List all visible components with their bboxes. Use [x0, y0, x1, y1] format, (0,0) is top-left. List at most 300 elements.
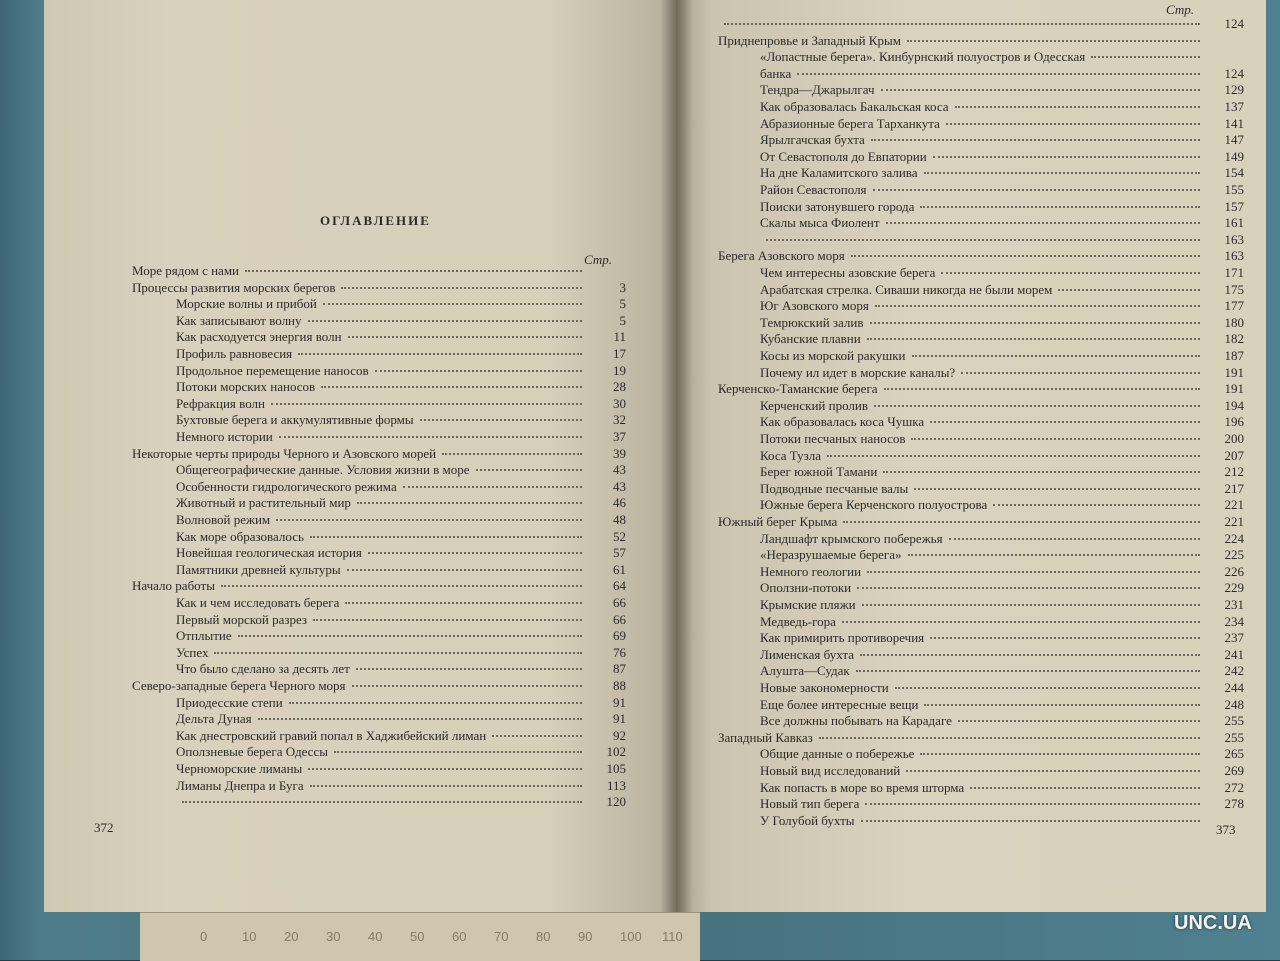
toc-entry-title: Новейшая геологическая история — [176, 545, 362, 561]
toc-subsection-entry — [176, 744, 626, 760]
toc-entry-title: Берег южной Тамани — [760, 464, 878, 480]
toc-subsection-entry — [760, 614, 1244, 630]
toc-leader-dots — [881, 89, 1200, 91]
toc-entry-title: Общегеографические данные. Условия жизни в море — [176, 462, 470, 478]
toc-subsection-entry — [176, 645, 626, 661]
toc-subsection-entry — [176, 429, 626, 445]
toc-entry-title: Ярылгачская бухта — [760, 132, 865, 148]
toc-leader-dots — [766, 239, 1200, 241]
toc-leader-dots — [843, 521, 1200, 523]
ruler-tick-label: 60 — [452, 929, 467, 944]
toc-page-number: 241 — [1224, 646, 1244, 662]
toc-entry-title: Как примирить противоречия — [760, 630, 925, 646]
ruler — [140, 912, 700, 961]
toc-page-number: 147 — [1224, 132, 1244, 148]
toc-page-number: 175 — [1224, 281, 1244, 297]
toc-leader-dots — [930, 637, 1200, 639]
toc-subsection-entry — [760, 298, 1244, 314]
toc-page-number: 224 — [1224, 530, 1244, 546]
toc-leader-dots — [860, 654, 1200, 656]
toc-entry-title: Кубанские плавни — [760, 331, 861, 347]
toc-page-number: 32 — [613, 412, 626, 428]
toc-subsection-entry — [760, 647, 1244, 663]
toc-subsection-entry — [760, 365, 1244, 381]
toc-entry-title: Новый тип берега — [760, 796, 860, 812]
ruler-tick-label: 110 — [662, 929, 683, 944]
toc-leader-dots — [924, 172, 1200, 174]
toc-page-number: 244 — [1224, 680, 1244, 695]
toc-page-number: 88 — [613, 678, 626, 693]
toc-page-number: 141 — [1224, 115, 1244, 131]
toc-leader-dots — [827, 455, 1200, 457]
toc-leader-dots — [442, 453, 582, 455]
toc-leader-dots — [949, 538, 1200, 540]
toc-subsection-entry — [176, 412, 626, 428]
toc-section-entry — [132, 678, 626, 694]
toc-leader-dots — [851, 255, 1200, 257]
toc-entry-title: Профиль равновесия — [176, 346, 293, 361]
toc-entry-title: Рефракция волн — [176, 395, 265, 411]
toc-page-number: 124 — [1224, 16, 1244, 31]
toc-leader-dots — [933, 156, 1200, 158]
toc-leader-dots — [908, 554, 1200, 556]
toc-subsection-entry — [176, 379, 626, 395]
toc-entry-title: Поиски затонувшего города — [760, 198, 915, 214]
toc-page-number: 137 — [1224, 99, 1244, 114]
toc-page-number: 157 — [1224, 198, 1244, 214]
toc-entry-title: Некоторые черты природы Черного и Азовского морей — [132, 445, 437, 461]
toc-leader-dots — [924, 704, 1200, 706]
toc-leader-dots — [914, 488, 1200, 490]
toc-page-number: 161 — [1224, 215, 1244, 231]
toc-page-number: 91 — [613, 694, 626, 710]
toc-entry-title: Как расходуется энергия волн — [176, 329, 342, 345]
toc-page-number: 278 — [1224, 796, 1244, 812]
toc-leader-dots — [1058, 289, 1200, 291]
toc-subsection-entry — [176, 728, 626, 744]
toc-entry-title: Море рядом с нами — [132, 263, 240, 278]
toc-entry-title: Керченско-Таманские берега — [718, 381, 878, 397]
toc-subsection-entry — [760, 116, 1244, 132]
toc-leader-dots — [911, 438, 1200, 440]
toc-page-number: 234 — [1224, 613, 1244, 629]
toc-entry-title: Западный Кавказ — [718, 729, 813, 745]
toc-subsection-entry — [176, 313, 626, 329]
toc-subsection-entry — [760, 182, 1244, 198]
toc-subsection-entry — [760, 531, 1244, 547]
toc-page-number: 229 — [1224, 580, 1244, 596]
toc-page-number: 5 — [619, 312, 626, 328]
toc-page-number: 272 — [1224, 779, 1244, 795]
toc-entry-title: Успех — [176, 644, 209, 660]
toc-section-entry — [132, 578, 626, 594]
toc-subsection-entry — [176, 495, 626, 511]
page-column-header: Стр. — [584, 252, 612, 267]
toc-page-number: 87 — [613, 661, 626, 677]
toc-page-number: 102 — [606, 744, 626, 760]
toc-leader-dots — [238, 635, 582, 637]
toc-leader-dots — [345, 602, 582, 604]
toc-subsection-entry — [760, 697, 1244, 713]
toc-entry-title: Лименская бухта — [760, 646, 855, 662]
toc-page-number: 265 — [1224, 746, 1244, 762]
toc-subsection-entry — [176, 612, 626, 628]
toc-entry-title: банка — [760, 65, 792, 81]
toc-page-number: 91 — [613, 711, 626, 727]
toc-leader-dots — [334, 751, 582, 753]
toc-subsection-entry — [760, 315, 1244, 331]
toc-leader-dots — [906, 770, 1200, 772]
ruler-tick-label: 30 — [326, 929, 341, 944]
toc-page-number: 191 — [1224, 364, 1244, 380]
toc-entry-title: Потоки морских наносов — [176, 379, 316, 395]
toc-entry-title: Район Севастополя — [760, 182, 867, 197]
toc-entry-title: Отплытие — [176, 628, 232, 644]
toc-leader-dots — [862, 604, 1200, 606]
toc-subsection-entry — [176, 296, 626, 312]
toc-leader-dots — [221, 585, 582, 587]
toc-leader-dots — [842, 621, 1200, 623]
toc-entry-title: Памятники древней культуры — [176, 561, 341, 577]
toc-entry-title: Волновой режим — [176, 512, 271, 527]
toc-page-number: 19 — [613, 362, 626, 378]
toc-subsection-entry — [760, 564, 1244, 580]
toc-page-number: 129 — [1224, 82, 1244, 98]
toc-entry-title: Общие данные о побережье — [760, 746, 915, 762]
toc-leader-dots — [420, 419, 582, 421]
ruler-tick-label: 70 — [494, 929, 509, 944]
toc-page-number: 187 — [1224, 348, 1244, 363]
toc-leader-dots — [347, 569, 582, 571]
toc-page-number: 3 — [619, 279, 626, 295]
ruler-tick-label: 100 — [620, 929, 642, 944]
ruler-tick-label: 20 — [284, 929, 299, 944]
toc-page-number: 182 — [1224, 331, 1244, 347]
page-folio: 373 — [1216, 822, 1236, 837]
toc-subsection-entry — [760, 82, 1244, 98]
toc-page-number: 66 — [613, 611, 626, 627]
toc-page-number: 177 — [1224, 298, 1244, 314]
toc-leader-dots — [867, 571, 1200, 573]
toc-entry-title: Медведь-гора — [760, 613, 836, 629]
toc-entry-title: Дельта Дуная — [176, 711, 252, 727]
toc-leader-dots — [321, 386, 582, 388]
toc-subsection-entry — [176, 628, 626, 644]
toc-leader-dots — [875, 305, 1200, 307]
toc-leader-dots — [724, 23, 1200, 25]
toc-entry-title: Немного геологии — [760, 563, 862, 579]
toc-subsection-entry — [176, 346, 626, 362]
toc-leader-dots — [993, 504, 1200, 506]
page-column-header: Стр. — [1166, 2, 1194, 17]
toc-page-number: 105 — [606, 761, 626, 776]
toc-subsection-entry — [176, 512, 626, 528]
toc-page-number: 43 — [613, 462, 626, 478]
toc-entry-title: Керченский пролив — [760, 397, 869, 413]
toc-subsection-entry — [760, 796, 1244, 812]
toc-page-number: 242 — [1224, 663, 1244, 679]
toc-page-number: 221 — [1224, 514, 1244, 529]
toc-leader-dots — [961, 372, 1200, 374]
toc-subsection-entry — [760, 547, 1244, 563]
toc-leader-dots — [884, 388, 1200, 390]
toc-leader-dots — [476, 469, 582, 471]
toc-entry-title: Арабатская стрелка. Сиваши никогда не были морем — [760, 281, 1053, 297]
toc-leader-dots — [797, 73, 1200, 75]
toc-entry-title: Животный и растительный мир — [176, 495, 351, 511]
toc-entry-title: Черноморские лиманы — [176, 761, 303, 776]
toc-entry-title: Чем интересны азовские берега — [760, 265, 936, 280]
toc-page-number: 17 — [613, 346, 626, 361]
toc-leader-dots — [403, 486, 582, 488]
toc-leader-dots — [870, 322, 1201, 324]
toc-subsection-entry — [176, 396, 626, 412]
toc-page-number: 269 — [1224, 763, 1244, 778]
toc-section-entry — [718, 248, 1244, 264]
toc-page-number: 11 — [613, 329, 626, 345]
toc-entry-title: Лиманы Днепра и Буга — [176, 777, 304, 793]
toc-entry-title: Бухтовые берега и аккумулятивные формы — [176, 412, 414, 428]
page-folio: 372 — [94, 820, 114, 835]
toc-leader-dots — [323, 303, 582, 305]
toc-leader-dots — [357, 502, 582, 504]
toc-subsection-entry — [176, 595, 626, 611]
toc-leader-dots — [871, 139, 1200, 141]
toc-entry-title: Как записывают волну — [176, 312, 302, 328]
toc-leader-dots — [348, 336, 582, 338]
toc-leader-dots — [352, 685, 582, 687]
toc-entry-title: Приднепровье и Западный Крым — [718, 32, 901, 48]
toc-page-number: 69 — [613, 628, 626, 644]
toc-leader-dots — [856, 670, 1200, 672]
toc-page-number: 30 — [613, 395, 626, 411]
toc-entry-title: Как образовалась Бакальская коса — [760, 99, 949, 114]
toc-subsection-entry — [176, 661, 626, 677]
toc-entry-title: Как и чем исследовать берега — [176, 595, 340, 610]
toc-subsection-entry — [760, 49, 1244, 65]
toc-page-number: 207 — [1224, 447, 1244, 463]
toc-page-number: 163 — [1224, 231, 1244, 247]
toc-entry-title: Скалы мыса Фиолент — [760, 215, 880, 231]
toc-leader-dots — [886, 222, 1200, 224]
toc-subsection-entry — [760, 348, 1244, 364]
toc-subsection-entry — [760, 663, 1244, 679]
toc-subsection-entry — [760, 331, 1244, 347]
toc-entry-title: Темрюкский залив — [760, 314, 864, 330]
toc-subsection-entry — [760, 282, 1244, 298]
toc-entry-title: Оползневые берега Одессы — [176, 744, 328, 760]
toc-leader-dots — [955, 106, 1200, 108]
toc-leader-dots — [289, 702, 582, 704]
toc-page-number: 61 — [613, 561, 626, 577]
toc-leader-dots — [356, 668, 582, 670]
toc-subsection-entry — [760, 149, 1244, 165]
toc-entry-title: Процессы развития морских берегов — [132, 279, 336, 295]
toc-leader-dots — [883, 471, 1200, 473]
toc-leader-dots — [920, 753, 1200, 755]
toc-page-number: 57 — [613, 545, 626, 561]
toc-page-number: 124 — [1224, 65, 1244, 81]
toc-page-number: 66 — [613, 595, 626, 610]
toc-subsection-entry — [760, 431, 1244, 447]
toc-leader-dots — [310, 536, 582, 538]
toc-page-number: 248 — [1224, 696, 1244, 712]
toc-page-number: 225 — [1224, 547, 1244, 563]
toc-entry-title: Особенности гидрологического режима — [176, 478, 397, 494]
toc-subsection-entry — [760, 713, 1244, 729]
toc-subsection-entry — [176, 562, 626, 578]
toc-page-number: 255 — [1224, 729, 1244, 745]
toc-subsection-entry — [176, 695, 626, 711]
toc-leader-dots — [368, 552, 582, 554]
ruler-tick-label: 10 — [242, 929, 257, 944]
toc-page-number: 39 — [613, 445, 626, 461]
toc-entry-title: Подводные песчаные валы — [760, 480, 909, 496]
toc-leader-dots — [867, 338, 1200, 340]
toc-page-number: 191 — [1224, 381, 1244, 397]
toc-page-number: 46 — [613, 495, 626, 511]
toc-entry-title: Новые закономерности — [760, 680, 889, 695]
toc-subsection-entry — [176, 711, 626, 727]
toc-leader-dots — [375, 370, 582, 372]
toc-leader-dots — [308, 320, 582, 322]
toc-subsection-entry — [176, 545, 626, 561]
toc-entry-title: Южные берега Керченского полуострова — [760, 497, 988, 513]
toc-entry-title: Абразионные берега Тарханкута — [760, 115, 940, 131]
toc-leader-dots — [308, 768, 582, 770]
toc-page-number: 200 — [1224, 431, 1244, 446]
toc-leader-dots — [861, 820, 1200, 822]
toc-entry-title: От Севастополя до Евпатории — [760, 148, 927, 164]
toc-subsection-entry — [760, 199, 1244, 215]
toc-subsection-entry — [176, 761, 626, 777]
toc-leader-dots — [245, 270, 582, 272]
toc-entry-title: Начало работы — [132, 578, 215, 594]
toc-entry-title: Косы из морской ракушки — [760, 348, 906, 363]
toc-entry-title: Ландшафт крымского побережья — [760, 530, 943, 546]
toc-leader-dots — [310, 785, 582, 787]
toc-page-number: 196 — [1224, 414, 1244, 430]
toc-page-number: 231 — [1224, 597, 1244, 612]
toc-page-number: 37 — [613, 429, 626, 444]
toc-page-number: 255 — [1224, 713, 1244, 729]
toc-entry-title: «Неразрушаемые берега» — [760, 547, 902, 563]
toc-subsection-entry — [760, 780, 1244, 796]
toc-subsection-entry — [760, 265, 1244, 281]
toc-page-number: 154 — [1224, 165, 1244, 181]
toc-entry-title: Южный берег Крыма — [718, 514, 838, 529]
toc-page-number: 64 — [613, 578, 626, 594]
toc-page-number: 237 — [1224, 630, 1244, 646]
toc-subsection-entry — [760, 414, 1244, 430]
toc-entry-title: Как море образовалось — [176, 528, 304, 544]
toc-subsection-entry — [760, 597, 1244, 613]
toc-leader-dots — [276, 519, 582, 521]
toc-leader-dots — [1091, 56, 1200, 58]
toc-entry-title: Почему ил идет в морские каналы? — [760, 364, 956, 380]
toc-entry-title: Что было сделано за десять лет — [176, 661, 350, 677]
toc-leader-dots — [279, 436, 582, 438]
toc-entry-title: Берега Азовского моря — [718, 248, 845, 264]
toc-entry-title: Приодесские степи — [176, 694, 283, 710]
toc-subsection-entry — [760, 464, 1244, 480]
toc-page-number: 217 — [1224, 480, 1244, 496]
toc-page-number: 52 — [613, 528, 626, 544]
toc-leader-dots — [819, 737, 1200, 739]
ruler-tick-label: 40 — [368, 929, 383, 944]
toc-leader-dots — [907, 40, 1200, 42]
toc-leader-dots — [941, 272, 1200, 274]
toc-subsection-entry — [176, 462, 626, 478]
ruler-tick-label: 50 — [410, 929, 425, 944]
toc-leader-dots — [946, 123, 1200, 125]
toc-subsection-entry — [176, 794, 626, 810]
toc-leader-dots — [920, 206, 1200, 208]
toc-page-number: 221 — [1224, 497, 1244, 513]
toc-entry-title: Новый вид исследований — [760, 763, 901, 778]
toc-subsection-entry — [760, 232, 1244, 248]
right-page — [676, 0, 1266, 912]
toc-subsection-entry — [176, 479, 626, 495]
toc-subsection-entry — [176, 363, 626, 379]
toc-subsection-entry — [760, 746, 1244, 762]
toc-subsection-entry — [176, 778, 626, 794]
toc-entry-title: Немного истории — [176, 429, 273, 444]
toc-leader-dots — [865, 803, 1200, 805]
watermark: UNC.UA — [1174, 912, 1252, 934]
toc-subsection-entry — [760, 680, 1244, 696]
toc-entry-title: «Лопастные берега». Кинбурнский полуостров и Одесская — [760, 49, 1086, 65]
toc-leader-dots — [873, 189, 1200, 191]
toc-subsection-entry — [760, 813, 1244, 829]
ruler-tick-label: 0 — [200, 929, 208, 944]
toc-page-number: 28 — [613, 379, 626, 395]
toc-subsection-entry — [760, 448, 1244, 464]
toc-entry-title: На дне Каламитского залива — [760, 165, 918, 181]
toc-entry-title: Крымские пляжи — [760, 597, 856, 612]
toc-page-number: 5 — [619, 296, 626, 312]
toc-entry-title: Юг Азовского моря — [760, 298, 869, 314]
toc-entry-title: Северо-западные берега Черного моря — [132, 678, 346, 693]
toc-section-entry — [718, 16, 1244, 32]
toc-leader-dots — [895, 687, 1200, 689]
toc-page-number: 76 — [613, 644, 626, 660]
toc-leader-dots — [341, 287, 582, 289]
book-gutter-shadow — [660, 0, 692, 912]
toc-entry-title: Коса Тузла — [760, 447, 821, 463]
toc-entry-title: Продольное перемещение наносов — [176, 362, 369, 378]
left-page — [44, 0, 676, 912]
toc-leader-dots — [912, 355, 1201, 357]
toc-section-entry — [132, 280, 626, 296]
toc-entry-title: Алушта—Судак — [760, 663, 850, 679]
toc-subsection-entry — [760, 763, 1244, 779]
toc-page-number: 171 — [1224, 265, 1244, 280]
toc-entry-title: Оползни-потоки — [760, 580, 852, 596]
toc-entry-title: Еще более интересные вещи — [760, 696, 919, 712]
toc-subsection-entry — [760, 580, 1244, 596]
toc-page-number: 155 — [1224, 182, 1244, 197]
toc-entry-title: Все должны побывать на Карадаге — [760, 713, 952, 729]
toc-page-number: 149 — [1224, 148, 1244, 164]
toc-section-entry — [718, 730, 1244, 746]
toc-page-number: 48 — [613, 512, 626, 527]
toc-entry-title: Как попасть в море во время шторма — [760, 779, 965, 795]
toc-subsection-entry — [760, 398, 1244, 414]
toc-leader-dots — [492, 735, 582, 737]
toc-subsection-entry — [760, 165, 1244, 181]
toc-subsection-entry — [760, 630, 1244, 646]
